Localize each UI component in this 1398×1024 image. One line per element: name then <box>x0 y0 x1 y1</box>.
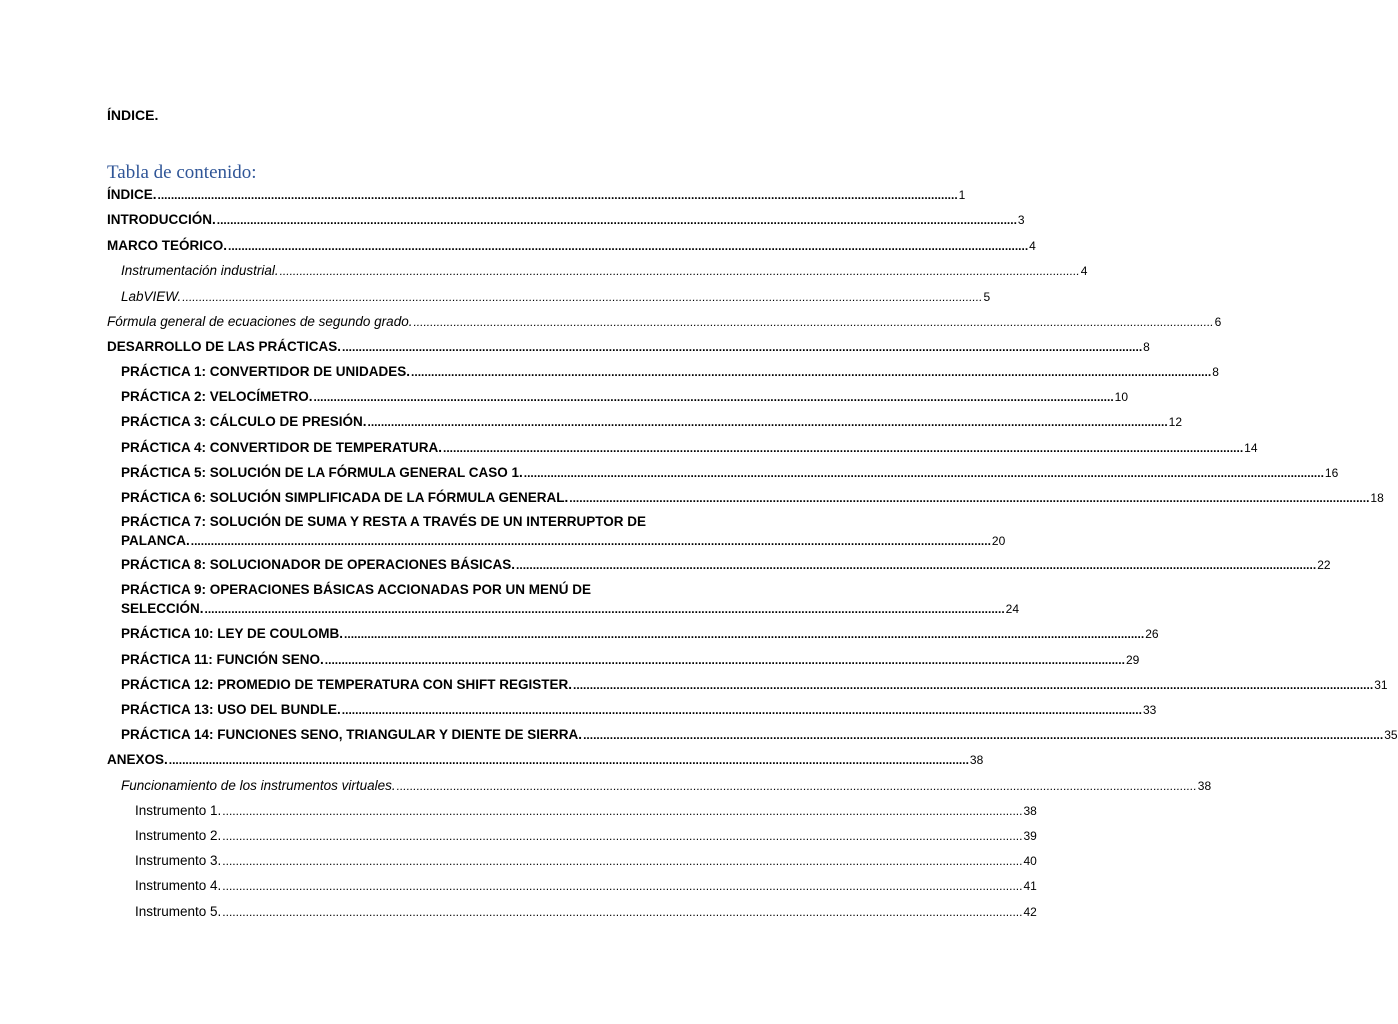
toc-page-number: 24 <box>1005 602 1020 616</box>
toc-entry-text: Funcionamiento de los instrumentos virtuales. <box>121 778 396 793</box>
toc-leader: ................................................................................................................................................................................................................................................ <box>396 779 1197 793</box>
toc-entry-text: PRÁCTICA 4: CONVERTIDOR DE TEMPERATURA. <box>121 440 443 455</box>
toc-entry-indice[interactable] <box>107 186 966 204</box>
toc-page-number: 31 <box>1374 678 1388 692</box>
toc-leader: ................................................................................................................................................................................................................................................ <box>157 188 958 202</box>
toc-entry-text: ÍNDICE. <box>107 187 157 202</box>
toc-leader: ................................................................................................................................................................................................................................................ <box>367 415 1168 429</box>
toc-entry-instrumentacion-industrial[interactable] <box>121 262 1088 280</box>
toc-entry-text: PRÁCTICA 2: VELOCÍMETRO. <box>121 389 313 404</box>
toc-page-number: 35 <box>1384 728 1398 742</box>
toc-entry-text: Fórmula general de ecuaciones de segundo grado. <box>107 314 413 329</box>
toc-entry-text: PRÁCTICA 13: USO DEL BUNDLE. <box>121 702 341 717</box>
toc-entry-instrumento-5[interactable] <box>135 903 1037 921</box>
toc-leader: ................................................................................................................................................................................................................................................ <box>569 491 1370 505</box>
toc-leader: ................................................................................................................................................................................................................................................ <box>228 239 1029 253</box>
toc-entry-instrumento-3[interactable] <box>135 852 1037 870</box>
toc-page-number: 38 <box>1197 779 1212 793</box>
toc-entry-desarrollo[interactable] <box>107 338 1150 356</box>
toc-entry-practica-10[interactable] <box>121 625 1159 643</box>
toc-page-number: 20 <box>991 534 1006 548</box>
toc-page-number: 12 <box>1168 415 1183 429</box>
toc-page-number: 33 <box>1142 703 1157 717</box>
toc-entry-text: PRÁCTICA 1: CONVERTIDOR DE UNIDADES. <box>121 364 411 379</box>
toc-entry-marco-teorico[interactable] <box>107 237 1036 255</box>
toc-entry-practica-6[interactable] <box>121 489 1384 507</box>
toc-leader: ................................................................................................................................................................................................................................................ <box>222 804 1023 818</box>
toc-leader: ................................................................................................................................................................................................................................................ <box>573 678 1374 692</box>
toc-page-number: 6 <box>1214 315 1222 329</box>
toc-leader: ................................................................................................................................................................................................................................................ <box>222 829 1023 843</box>
toc-entry-text: LabVIEW. <box>121 289 182 304</box>
toc-entry-practica-8[interactable] <box>121 556 1331 574</box>
toc-entry-text: PRÁCTICA 11: FUNCIÓN SENO. <box>121 652 324 667</box>
toc-page-number: 14 <box>1244 441 1258 455</box>
toc-entry-text: PRÁCTICA 7: SOLUCIÓN DE SUMA Y RESTA A TRAVÉS DE UN INTERRUPTOR DE <box>121 514 647 529</box>
toc-entry-text: ANEXOS. <box>107 752 168 767</box>
toc-entry-practica-13[interactable] <box>121 701 1157 719</box>
toc-entry-anexos[interactable] <box>107 751 984 769</box>
toc-entry-funcionamiento[interactable] <box>121 777 1212 795</box>
toc-leader: ................................................................................................................................................................................................................................................ <box>313 390 1114 404</box>
toc-entry-instrumento-2[interactable] <box>135 827 1037 845</box>
toc-page-number: 5 <box>983 290 991 304</box>
toc-leader: ................................................................................................................................................................................................................................................ <box>216 213 1017 227</box>
toc-leader: ................................................................................................................................................................................................................................................ <box>523 466 1324 480</box>
page-heading: ÍNDICE. <box>107 107 159 123</box>
toc-leader: ................................................................................................................................................................................................................................................ <box>342 340 1143 354</box>
toc-entry-practica-3[interactable] <box>121 413 1183 431</box>
toc-entry-instrumento-4[interactable] <box>135 877 1037 895</box>
toc-page-number: 8 <box>1212 365 1219 379</box>
toc-leader: ................................................................................................................................................................................................................................................ <box>222 879 1023 893</box>
toc-entry-labview[interactable] <box>121 288 991 306</box>
toc-leader: ................................................................................................................................................................................................................................................ <box>411 365 1212 379</box>
toc-page-number: 39 <box>1023 829 1037 843</box>
toc-entry-text: MARCO TEÓRICO. <box>107 238 227 253</box>
toc-page-number: 40 <box>1023 854 1037 868</box>
toc-entry-line2 <box>121 532 1006 550</box>
toc-title: Tabla de contenido: <box>107 162 257 183</box>
toc-entry-text-continued: SELECCIÓN. <box>121 601 204 616</box>
toc-page-number: 3 <box>1017 213 1025 227</box>
toc-entry-practica-5[interactable] <box>121 464 1339 482</box>
toc-entry-text: PRÁCTICA 10: LEY DE COULOMB. <box>121 626 344 641</box>
toc-leader: ................................................................................................................................................................................................................................................ <box>516 558 1317 572</box>
toc-page-number: 38 <box>1023 804 1037 818</box>
toc-entry-practica-1[interactable] <box>121 363 1219 381</box>
toc-entry-practica-4[interactable] <box>121 439 1258 457</box>
toc-entry-practica-12[interactable] <box>121 676 1388 694</box>
toc-page-number: 16 <box>1324 466 1339 480</box>
toc-leader: ................................................................................................................................................................................................................................................ <box>222 905 1023 919</box>
toc-leader: ................................................................................................................................................................................................................................................ <box>443 441 1244 455</box>
toc-entry-line2 <box>121 600 1020 618</box>
toc-entry-practica-11[interactable] <box>121 651 1140 669</box>
toc-leader: ................................................................................................................................................................................................................................................ <box>279 264 1080 278</box>
toc-entry-text: PRÁCTICA 5: SOLUCIÓN DE LA FÓRMULA GENERAL CASO 1. <box>121 465 523 480</box>
toc-leader: ................................................................................................................................................................................................................................................ <box>583 728 1384 742</box>
toc-page-number: 4 <box>1080 264 1088 278</box>
toc-entry-formula-general[interactable] <box>107 313 1222 331</box>
toc-leader: ................................................................................................................................................................................................................................................ <box>168 753 969 767</box>
toc-leader: ................................................................................................................................................................................................................................................ <box>324 653 1125 667</box>
toc-page-number: 38 <box>969 753 984 767</box>
toc-page-number: 18 <box>1370 491 1384 505</box>
toc-entry-text: Instrumento 1. <box>135 803 222 818</box>
toc-page-number: 42 <box>1023 905 1037 919</box>
toc-entry-practica-7[interactable] <box>121 512 1006 550</box>
toc-page-number: 1 <box>958 188 966 202</box>
toc-entry-practica-2[interactable] <box>121 388 1129 406</box>
toc-entry-instrumento-1[interactable] <box>135 802 1037 820</box>
toc-leader: ................................................................................................................................................................................................................................................ <box>222 854 1023 868</box>
toc-entry-text: INTRODUCCIÓN. <box>107 212 216 227</box>
toc-leader: ................................................................................................................................................................................................................................................ <box>182 290 983 304</box>
toc-leader: ................................................................................................................................................................................................................................................ <box>190 534 991 548</box>
toc-page-number: 22 <box>1317 558 1331 572</box>
toc-page-number: 8 <box>1143 340 1150 354</box>
toc-entry-text: Instrumentación industrial. <box>121 263 279 278</box>
toc-entry-text: PRÁCTICA 14: FUNCIONES SENO, TRIANGULAR Y DIENTE DE SIERRA. <box>121 727 583 742</box>
toc-entry-text: Instrumento 3. <box>135 853 222 868</box>
toc-entry-text: PRÁCTICA 6: SOLUCIÓN SIMPLIFICADA DE LA FÓRMULA GENERAL. <box>121 490 569 505</box>
toc-entry-text: PRÁCTICA 9: OPERACIONES BÁSICAS ACCIONADAS POR UN MENÚ DE <box>121 582 592 597</box>
toc-entry-text: PRÁCTICA 3: CÁLCULO DE PRESIÓN. <box>121 414 367 429</box>
toc-leader: ................................................................................................................................................................................................................................................ <box>413 315 1214 329</box>
toc-entry-practica-9[interactable] <box>121 580 1020 618</box>
toc-entry-text: PRÁCTICA 8: SOLUCIONADOR DE OPERACIONES BÁSICAS. <box>121 557 516 572</box>
toc-leader: ................................................................................................................................................................................................................................................ <box>344 627 1145 641</box>
toc-page-number: 10 <box>1114 390 1129 404</box>
toc-entry-text-continued: PALANCA. <box>121 533 190 548</box>
toc-entry-text: PRÁCTICA 12: PROMEDIO DE TEMPERATURA CON SHIFT REGISTER. <box>121 677 573 692</box>
toc-page-number: 26 <box>1145 627 1159 641</box>
toc-entry-text: DESARROLLO DE LAS PRÁCTICAS. <box>107 339 342 354</box>
toc-entry-text: Instrumento 2. <box>135 828 222 843</box>
toc-page-number: 41 <box>1023 879 1037 893</box>
toc-leader: ................................................................................................................................................................................................................................................ <box>204 602 1005 616</box>
toc-page-number: 29 <box>1125 653 1140 667</box>
toc-leader: ................................................................................................................................................................................................................................................ <box>341 703 1142 717</box>
toc-page-number: 4 <box>1029 239 1036 253</box>
toc-entry-text: Instrumento 4. <box>135 878 222 893</box>
toc-entry-text: Instrumento 5. <box>135 904 222 919</box>
toc-entry-introduccion[interactable] <box>107 211 1025 229</box>
toc-entry-practica-14[interactable] <box>121 726 1398 744</box>
